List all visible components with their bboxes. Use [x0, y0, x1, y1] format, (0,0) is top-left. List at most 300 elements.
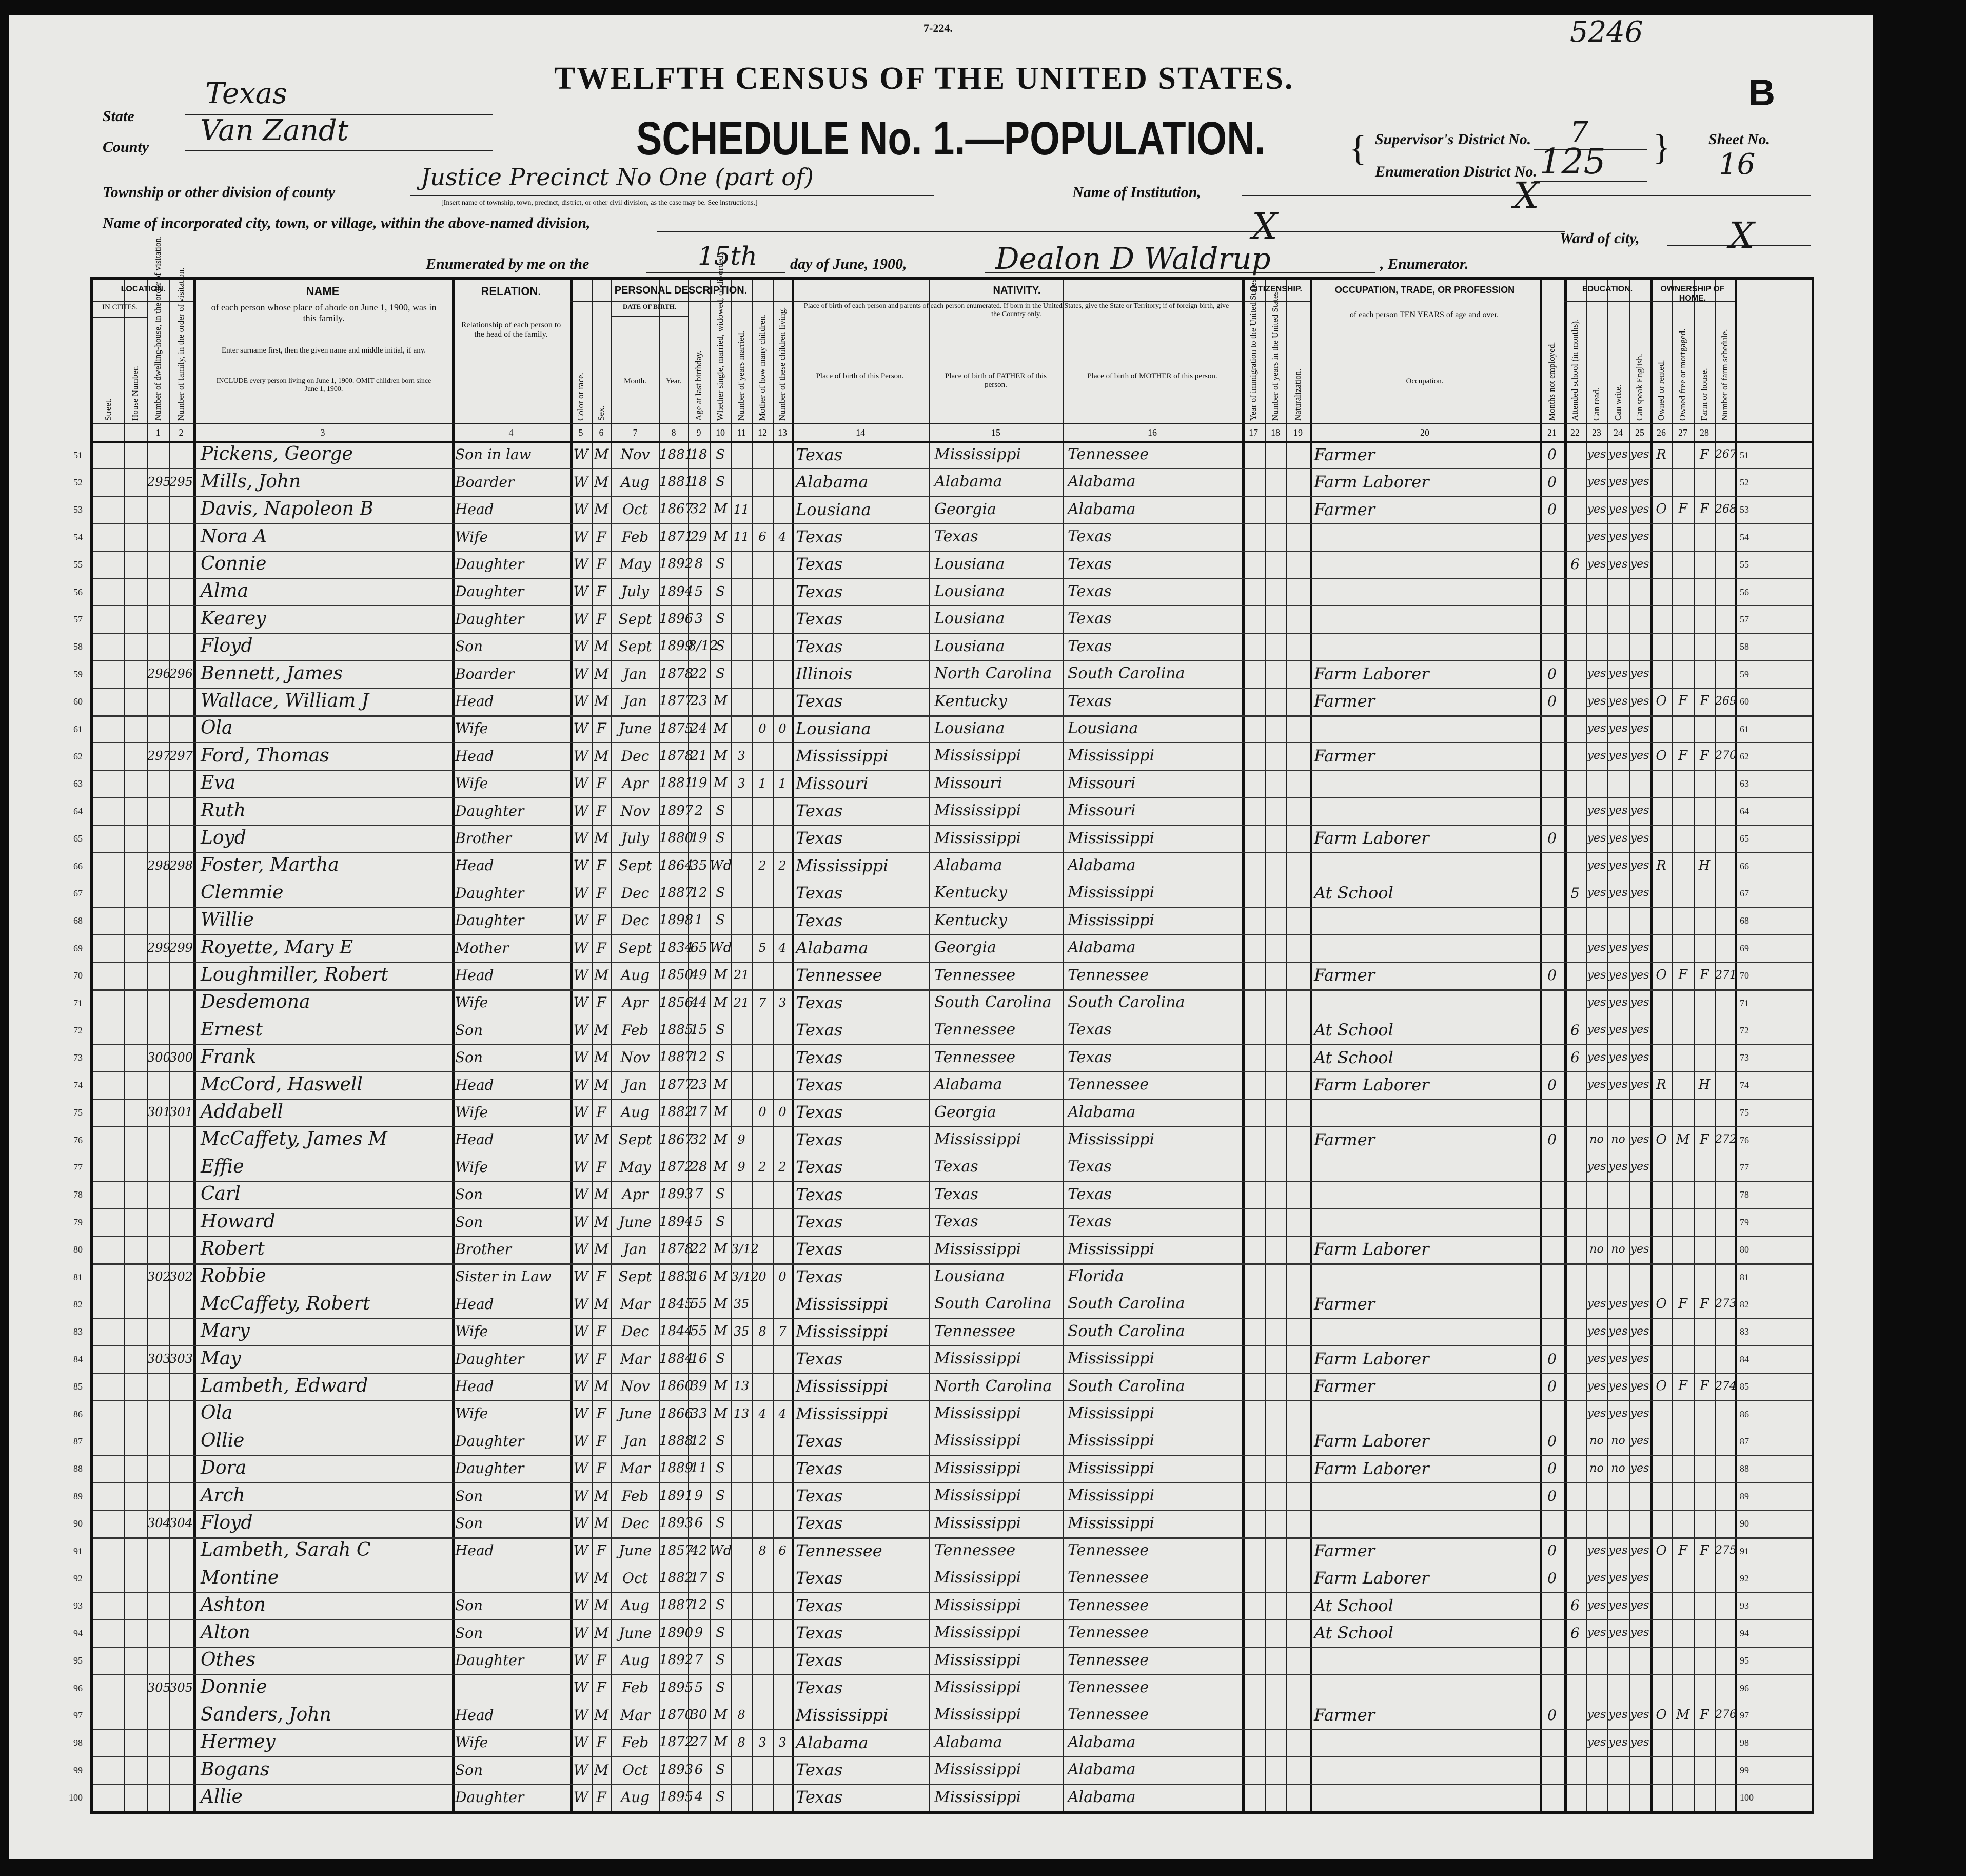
column-number: 4 — [508, 427, 514, 438]
family-number: 303 — [169, 1352, 193, 1366]
line-number-right: 86 — [1740, 1409, 1749, 1419]
birth-year: 1877 — [659, 693, 694, 709]
birth-month: Dec — [621, 747, 650, 765]
color-race: W — [573, 994, 588, 1011]
line-number-right: 75 — [1740, 1107, 1749, 1118]
occupation-subheader: Occupation. — [1406, 377, 1444, 385]
years-married: 3 — [737, 749, 745, 764]
birthplace-father: North Carolina — [934, 665, 1052, 683]
months-unemployed: 0 — [1547, 692, 1557, 710]
line-number-right: 88 — [1740, 1463, 1749, 1474]
farm-house: F — [1699, 1296, 1709, 1312]
person-name: Kearey — [201, 608, 266, 629]
birthplace-person: Lousiana — [796, 499, 871, 519]
birthplace-mother: Texas — [1068, 1021, 1112, 1039]
can-write: no — [1611, 1461, 1625, 1475]
line-number-left: 98 — [73, 1737, 83, 1748]
person-name: Frank — [201, 1046, 257, 1068]
birth-month: Nov — [620, 446, 650, 463]
line-number-right: 90 — [1740, 1518, 1749, 1529]
person-name: Ollie — [201, 1430, 245, 1451]
person-name: Lambeth, Sarah C — [201, 1539, 371, 1561]
relation: Son — [455, 638, 483, 655]
children-living: 7 — [778, 1324, 787, 1339]
sex: F — [596, 1542, 606, 1559]
color-race: W — [573, 1268, 588, 1285]
column-number: 20 — [1420, 427, 1429, 438]
can-read: yes — [1587, 941, 1606, 954]
sex: M — [594, 473, 609, 491]
person-name: May — [201, 1347, 241, 1369]
birthplace-mother: Missouri — [1068, 774, 1136, 792]
farm-house: F — [1699, 1378, 1709, 1394]
birthplace-mother: Mississippi — [1068, 1514, 1155, 1532]
birthplace-person: Lousiana — [796, 718, 871, 738]
birth-year: 1887 — [659, 1049, 694, 1065]
sex: F — [596, 1788, 606, 1806]
birth-month: Aug — [620, 1788, 650, 1806]
person-name: Mills, John — [201, 471, 301, 492]
sex: M — [594, 692, 609, 710]
person-name: Ashton — [201, 1594, 266, 1616]
marital-status: M — [713, 1268, 728, 1284]
person-name: McCaffety, Robert — [201, 1293, 370, 1314]
line-number-left: 61 — [73, 724, 83, 734]
relation: Mother — [455, 939, 509, 956]
form-code: 7-224. — [923, 22, 953, 34]
birth-month: Apr — [622, 775, 648, 792]
age: 39 — [690, 1378, 707, 1394]
sex: F — [596, 1679, 606, 1696]
birth-month: Jan — [623, 692, 647, 710]
month-header: Month. — [624, 377, 646, 385]
can-write: yes — [1608, 1160, 1628, 1174]
birthplace-mother: Tennessee — [1068, 966, 1149, 984]
birth-year: 1860 — [659, 1378, 694, 1394]
marital-status: S — [716, 638, 725, 654]
birth-month: Dec — [621, 912, 650, 929]
name-description: of each person whose place of abode on June 1, 1900, was in this family. — [211, 302, 437, 323]
years-married: 3/12 — [731, 1242, 759, 1257]
birth-year: 1877 — [659, 1077, 694, 1092]
birth-month: Oct — [622, 1761, 648, 1779]
age: 12 — [690, 885, 707, 901]
children-living: 3 — [778, 995, 787, 1010]
line-number-right: 51 — [1740, 450, 1749, 460]
birthplace-father: Mississippi — [934, 1432, 1021, 1450]
color-race: W — [573, 1514, 588, 1532]
color-race: W — [573, 939, 588, 956]
sex: M — [594, 1049, 609, 1066]
can-speak-english: yes — [1630, 1407, 1649, 1420]
birthplace-father: Kentucky — [934, 692, 1007, 710]
color-race: W — [573, 665, 588, 682]
occupation: Farm Laborer — [1314, 664, 1429, 684]
occupation: Farmer — [1314, 965, 1375, 985]
sex: M — [594, 1131, 609, 1148]
birth-month: Feb — [621, 1021, 649, 1039]
supervisor-value: 7 — [1570, 116, 1588, 149]
line-number-left: 79 — [73, 1217, 83, 1227]
marital-status: M — [713, 1323, 728, 1339]
column-number: 10 — [716, 427, 725, 438]
age: 7 — [694, 1652, 703, 1668]
family-header: Number of family, in the order of visitation. — [176, 267, 186, 421]
mother_of-header: Mother of how many children. — [757, 314, 767, 421]
city-label: Name of incorporated city, town, or village, within the above-named division, — [103, 214, 591, 231]
relation: Son — [455, 1487, 483, 1504]
color-race: W — [573, 1323, 588, 1340]
color-race: W — [573, 638, 588, 655]
birthplace-person: Texas — [796, 636, 843, 656]
dwelling-number: 303 — [147, 1352, 171, 1366]
color-race: W — [573, 1350, 588, 1367]
line-number-right: 77 — [1740, 1162, 1749, 1173]
birthplace-father: Lousiana — [934, 582, 1005, 601]
birth-month: Aug — [620, 473, 650, 491]
line-number-right: 69 — [1740, 943, 1749, 953]
birthplace-father: Mississippi — [934, 1651, 1021, 1669]
years_married-header: Number of years married. — [736, 330, 746, 421]
birthplace-father: Lousiana — [934, 610, 1005, 628]
city-value: X — [1252, 205, 1277, 247]
birthplace-mother: South Carolina — [1068, 665, 1185, 683]
line-number-right: 87 — [1740, 1436, 1749, 1447]
occupation: Farmer — [1314, 1705, 1375, 1725]
owned-rented: O — [1656, 1131, 1667, 1147]
relation: Wife — [455, 1103, 488, 1121]
table-row — [73, 496, 1812, 523]
age: 22 — [690, 1241, 707, 1257]
owned-rented: R — [1656, 857, 1666, 873]
person-name: Desdemona — [201, 991, 310, 1013]
can-write: yes — [1608, 859, 1628, 872]
table-row — [73, 797, 1812, 825]
birth-year: 1850 — [659, 967, 694, 983]
marital-status: S — [716, 474, 725, 490]
free-mortgaged: M — [1676, 1707, 1690, 1723]
can-write: yes — [1608, 1626, 1628, 1639]
birth-month: June — [619, 1405, 652, 1422]
immigration-header: Year of immigration to the United States. — [1248, 277, 1258, 421]
birthplace-father: Mississippi — [934, 747, 1021, 765]
birth-month: Feb — [621, 1487, 649, 1504]
relation: Head — [455, 1377, 494, 1395]
township-value: Justice Precinct No One (part of) — [421, 163, 814, 191]
table-row — [73, 551, 1812, 578]
occupation: Farm Laborer — [1314, 828, 1429, 848]
district-brace: { — [1349, 129, 1367, 168]
age: 6 — [694, 1515, 703, 1531]
schedule-title: SCHEDULE No. 1.—POPULATION. — [636, 112, 1266, 165]
years-married: 13 — [733, 1406, 750, 1421]
table-row — [73, 1071, 1812, 1099]
relation: Daughter — [455, 1651, 524, 1669]
birth-year: 1845 — [659, 1296, 694, 1312]
sex: M — [594, 665, 609, 682]
person-name: Eva — [201, 772, 236, 794]
can-speak-english: yes — [1630, 1735, 1649, 1749]
line-number-left: 53 — [73, 504, 83, 515]
table-row — [73, 468, 1812, 496]
birthplace-father: Tennessee — [934, 1048, 1016, 1066]
can-read: yes — [1587, 1735, 1606, 1749]
can-read: yes — [1587, 749, 1606, 763]
birthplace-father: Mississippi — [934, 1596, 1021, 1614]
line-number-right: 99 — [1740, 1765, 1749, 1775]
marital-status: M — [713, 967, 728, 983]
color-race: W — [573, 1021, 588, 1039]
can-speak-english: yes — [1630, 722, 1649, 735]
birthplace-person: Texas — [796, 1513, 843, 1533]
relation: Son — [455, 1597, 483, 1614]
age: 9 — [694, 1625, 703, 1640]
years-married: 3 — [737, 776, 745, 791]
relation: Daughter — [455, 884, 524, 902]
months-unemployed: 0 — [1547, 1131, 1557, 1148]
birth-month: Jan — [623, 1240, 647, 1258]
years-married: 9 — [737, 1160, 745, 1175]
years-married: 13 — [733, 1379, 750, 1394]
marital-status: M — [713, 1104, 728, 1120]
age: 5 — [694, 1679, 703, 1695]
can-write: yes — [1608, 722, 1628, 735]
birthplace-person: Texas — [796, 1623, 843, 1643]
table-row — [73, 770, 1812, 797]
children-born: 2 — [758, 858, 766, 873]
free-mortgaged: F — [1678, 501, 1688, 517]
relation: Daughter — [455, 912, 524, 929]
table-row — [73, 1373, 1812, 1400]
birthplace-father: Alabama — [934, 1733, 1002, 1751]
children-born: 8 — [758, 1324, 766, 1339]
birth-year: 1882 — [659, 1104, 694, 1120]
scan-border-right — [1873, 0, 1966, 1876]
birthplace-person: Mississippi — [796, 1403, 889, 1423]
free-mortgaged: F — [1678, 1378, 1688, 1394]
relation: Boarder — [455, 665, 515, 682]
birthplace-person: Missouri — [796, 773, 869, 793]
sex: M — [594, 501, 609, 518]
relation: Daughter — [455, 610, 524, 628]
line-number-left: 72 — [73, 1025, 83, 1036]
birth-year: 1844 — [659, 1323, 694, 1339]
birthplace-mother: Texas — [1068, 610, 1112, 628]
person-name: Montine — [201, 1567, 279, 1588]
column-number: 17 — [1249, 427, 1258, 438]
can-speak-english: yes — [1630, 831, 1649, 845]
can-read: yes — [1587, 804, 1606, 817]
line-number-left: 99 — [73, 1765, 83, 1775]
free-mortgaged: F — [1678, 1542, 1688, 1558]
table-row — [73, 633, 1812, 660]
birth-year: 1864 — [659, 857, 694, 873]
birthplace-father: Lousiana — [934, 719, 1005, 738]
birth-year: 1882 — [659, 1570, 694, 1586]
marital-status: M — [713, 1707, 728, 1723]
table-row — [73, 578, 1812, 605]
line-number-right: 55 — [1740, 559, 1749, 570]
column-number: 19 — [1293, 427, 1303, 438]
years-married: 8 — [737, 1735, 745, 1750]
occupation: At School — [1314, 1595, 1393, 1615]
birth-month: Feb — [621, 1734, 649, 1751]
birthplace-mother: Florida — [1068, 1267, 1124, 1286]
age: 8 — [694, 556, 703, 572]
line-number-left: 65 — [73, 833, 83, 844]
birthplace-mother: South Carolina — [1068, 1377, 1185, 1395]
institution-label: Name of Institution, — [1072, 184, 1201, 201]
relation: Brother — [455, 1240, 512, 1258]
family-number: 299 — [169, 941, 193, 955]
table-row — [73, 1729, 1812, 1756]
county-line — [185, 150, 493, 151]
line-number-right: 68 — [1740, 915, 1749, 926]
owned-rented: O — [1656, 1707, 1667, 1723]
line-number-left: 68 — [73, 915, 83, 926]
birth-month: Jan — [623, 665, 647, 682]
table-row — [73, 825, 1812, 852]
birthplace-person: Texas — [796, 801, 843, 821]
marital-status: S — [716, 1433, 725, 1449]
relation: Son — [455, 1213, 483, 1230]
person-name: Allie — [201, 1786, 243, 1807]
sex: M — [594, 1761, 609, 1779]
line-number-left: 84 — [73, 1354, 83, 1364]
relation: Head — [455, 692, 494, 710]
birthplace-mother: Mississippi — [1068, 1240, 1155, 1258]
children-living: 0 — [778, 1269, 787, 1284]
months-unemployed: 0 — [1547, 665, 1557, 682]
occupation: Farm Laborer — [1314, 1568, 1429, 1588]
years-married: 35 — [733, 1324, 750, 1339]
county-label: County — [103, 139, 149, 155]
farm-house: F — [1699, 501, 1709, 517]
birthplace-person: Texas — [796, 883, 843, 903]
can-read: yes — [1587, 502, 1606, 516]
birthplace-father: Tennessee — [934, 1021, 1016, 1039]
farm-house: H — [1698, 857, 1711, 873]
can-write: yes — [1608, 1379, 1628, 1393]
enumerator-label: , Enumerator. — [1380, 256, 1469, 272]
relation: Wife — [455, 994, 488, 1011]
sex: F — [596, 1158, 606, 1176]
color-race: W — [573, 720, 588, 737]
can-write: yes — [1608, 831, 1628, 845]
sex: M — [594, 1514, 609, 1532]
marital-status: S — [716, 611, 725, 627]
color-race: W — [573, 1761, 588, 1779]
line-number-left: 80 — [73, 1244, 83, 1255]
sex: F — [596, 610, 606, 628]
can-read: yes — [1587, 448, 1606, 461]
enumerator-line — [985, 272, 1375, 273]
person-name: Pickens, George — [201, 443, 353, 465]
can-write: yes — [1608, 1050, 1628, 1064]
marital-status: M — [713, 1159, 728, 1175]
line-number-right: 83 — [1740, 1326, 1749, 1337]
can-read: yes — [1587, 1297, 1606, 1311]
can-speak-english: yes — [1630, 968, 1649, 982]
birthplace-mother: Texas — [1068, 1185, 1112, 1203]
township-line — [410, 195, 934, 196]
birthplace-father: Texas — [934, 1213, 978, 1231]
can-read: yes — [1587, 1626, 1606, 1639]
color-race: W — [573, 501, 588, 518]
occupation: Farm Laborer — [1314, 1349, 1429, 1369]
can-speak-english: yes — [1630, 1544, 1649, 1557]
color-race: W — [573, 1734, 588, 1751]
farm-schedule-number: 274 — [1715, 1379, 1737, 1393]
months-unemployed: 0 — [1547, 446, 1557, 463]
years-married: 8 — [737, 1708, 745, 1723]
line-number-right: 92 — [1740, 1573, 1749, 1584]
person-name: Carl — [201, 1183, 241, 1205]
can-read: yes — [1587, 1708, 1606, 1722]
table-row — [73, 1345, 1812, 1373]
table-row — [73, 852, 1812, 880]
birth-year: 1866 — [659, 1405, 694, 1421]
table-row — [73, 523, 1812, 551]
age: 18 — [690, 446, 707, 462]
children-living: 0 — [778, 1105, 787, 1120]
birthplace-person: Texas — [796, 1184, 843, 1204]
children-living: 4 — [778, 1406, 787, 1421]
sex: F — [596, 1103, 606, 1121]
sex: M — [594, 1377, 609, 1395]
birth-month: June — [619, 1624, 652, 1642]
can-write: yes — [1608, 1407, 1628, 1420]
occupation-description: of each person TEN YEARS of age and over. — [1349, 310, 1499, 319]
line-number-right: 72 — [1740, 1025, 1749, 1036]
age: 27 — [690, 1734, 707, 1750]
sex: M — [594, 1569, 609, 1587]
children-born: 2 — [758, 1160, 766, 1175]
dwelling-number: 302 — [147, 1269, 171, 1284]
column-number: 14 — [856, 427, 865, 438]
line-number-left: 96 — [73, 1683, 83, 1693]
birthplace-father: Tennessee — [934, 1322, 1016, 1340]
age: 17 — [690, 1570, 707, 1586]
birthplace-mother: Texas — [1068, 1048, 1112, 1066]
sex-header: Sex. — [596, 405, 606, 421]
age: 5 — [694, 583, 703, 599]
can-read: yes — [1587, 1544, 1606, 1557]
marital-status: S — [716, 1789, 725, 1805]
marital-status: S — [716, 1597, 725, 1613]
birthplace-father: Texas — [934, 1185, 978, 1203]
farm-house: F — [1699, 1707, 1709, 1723]
age: 5 — [694, 1214, 703, 1229]
table-row — [73, 1318, 1812, 1345]
color-race: W — [573, 1624, 588, 1642]
person-name: Alton — [201, 1621, 250, 1643]
relation: Wife — [455, 1405, 488, 1422]
sex: M — [594, 1021, 609, 1039]
marital-status: M — [713, 1241, 728, 1257]
occupation: Farmer — [1314, 1540, 1375, 1560]
can-read: no — [1589, 1461, 1604, 1475]
nativity-description: Place of birth of each person and parents of each person enumerated. If born in the United States, give the State or Territory; if of foreign birth, give the Country only. — [803, 302, 1229, 319]
birthplace-person: Texas — [796, 554, 843, 574]
line-number-left: 52 — [73, 477, 83, 488]
age: 11 — [690, 1460, 707, 1476]
birth-month: Jan — [623, 1076, 647, 1093]
color-race: W — [573, 1542, 588, 1559]
birth-month: Sept — [618, 638, 652, 655]
marital-status: S — [716, 885, 725, 901]
state-label: State — [103, 108, 134, 125]
